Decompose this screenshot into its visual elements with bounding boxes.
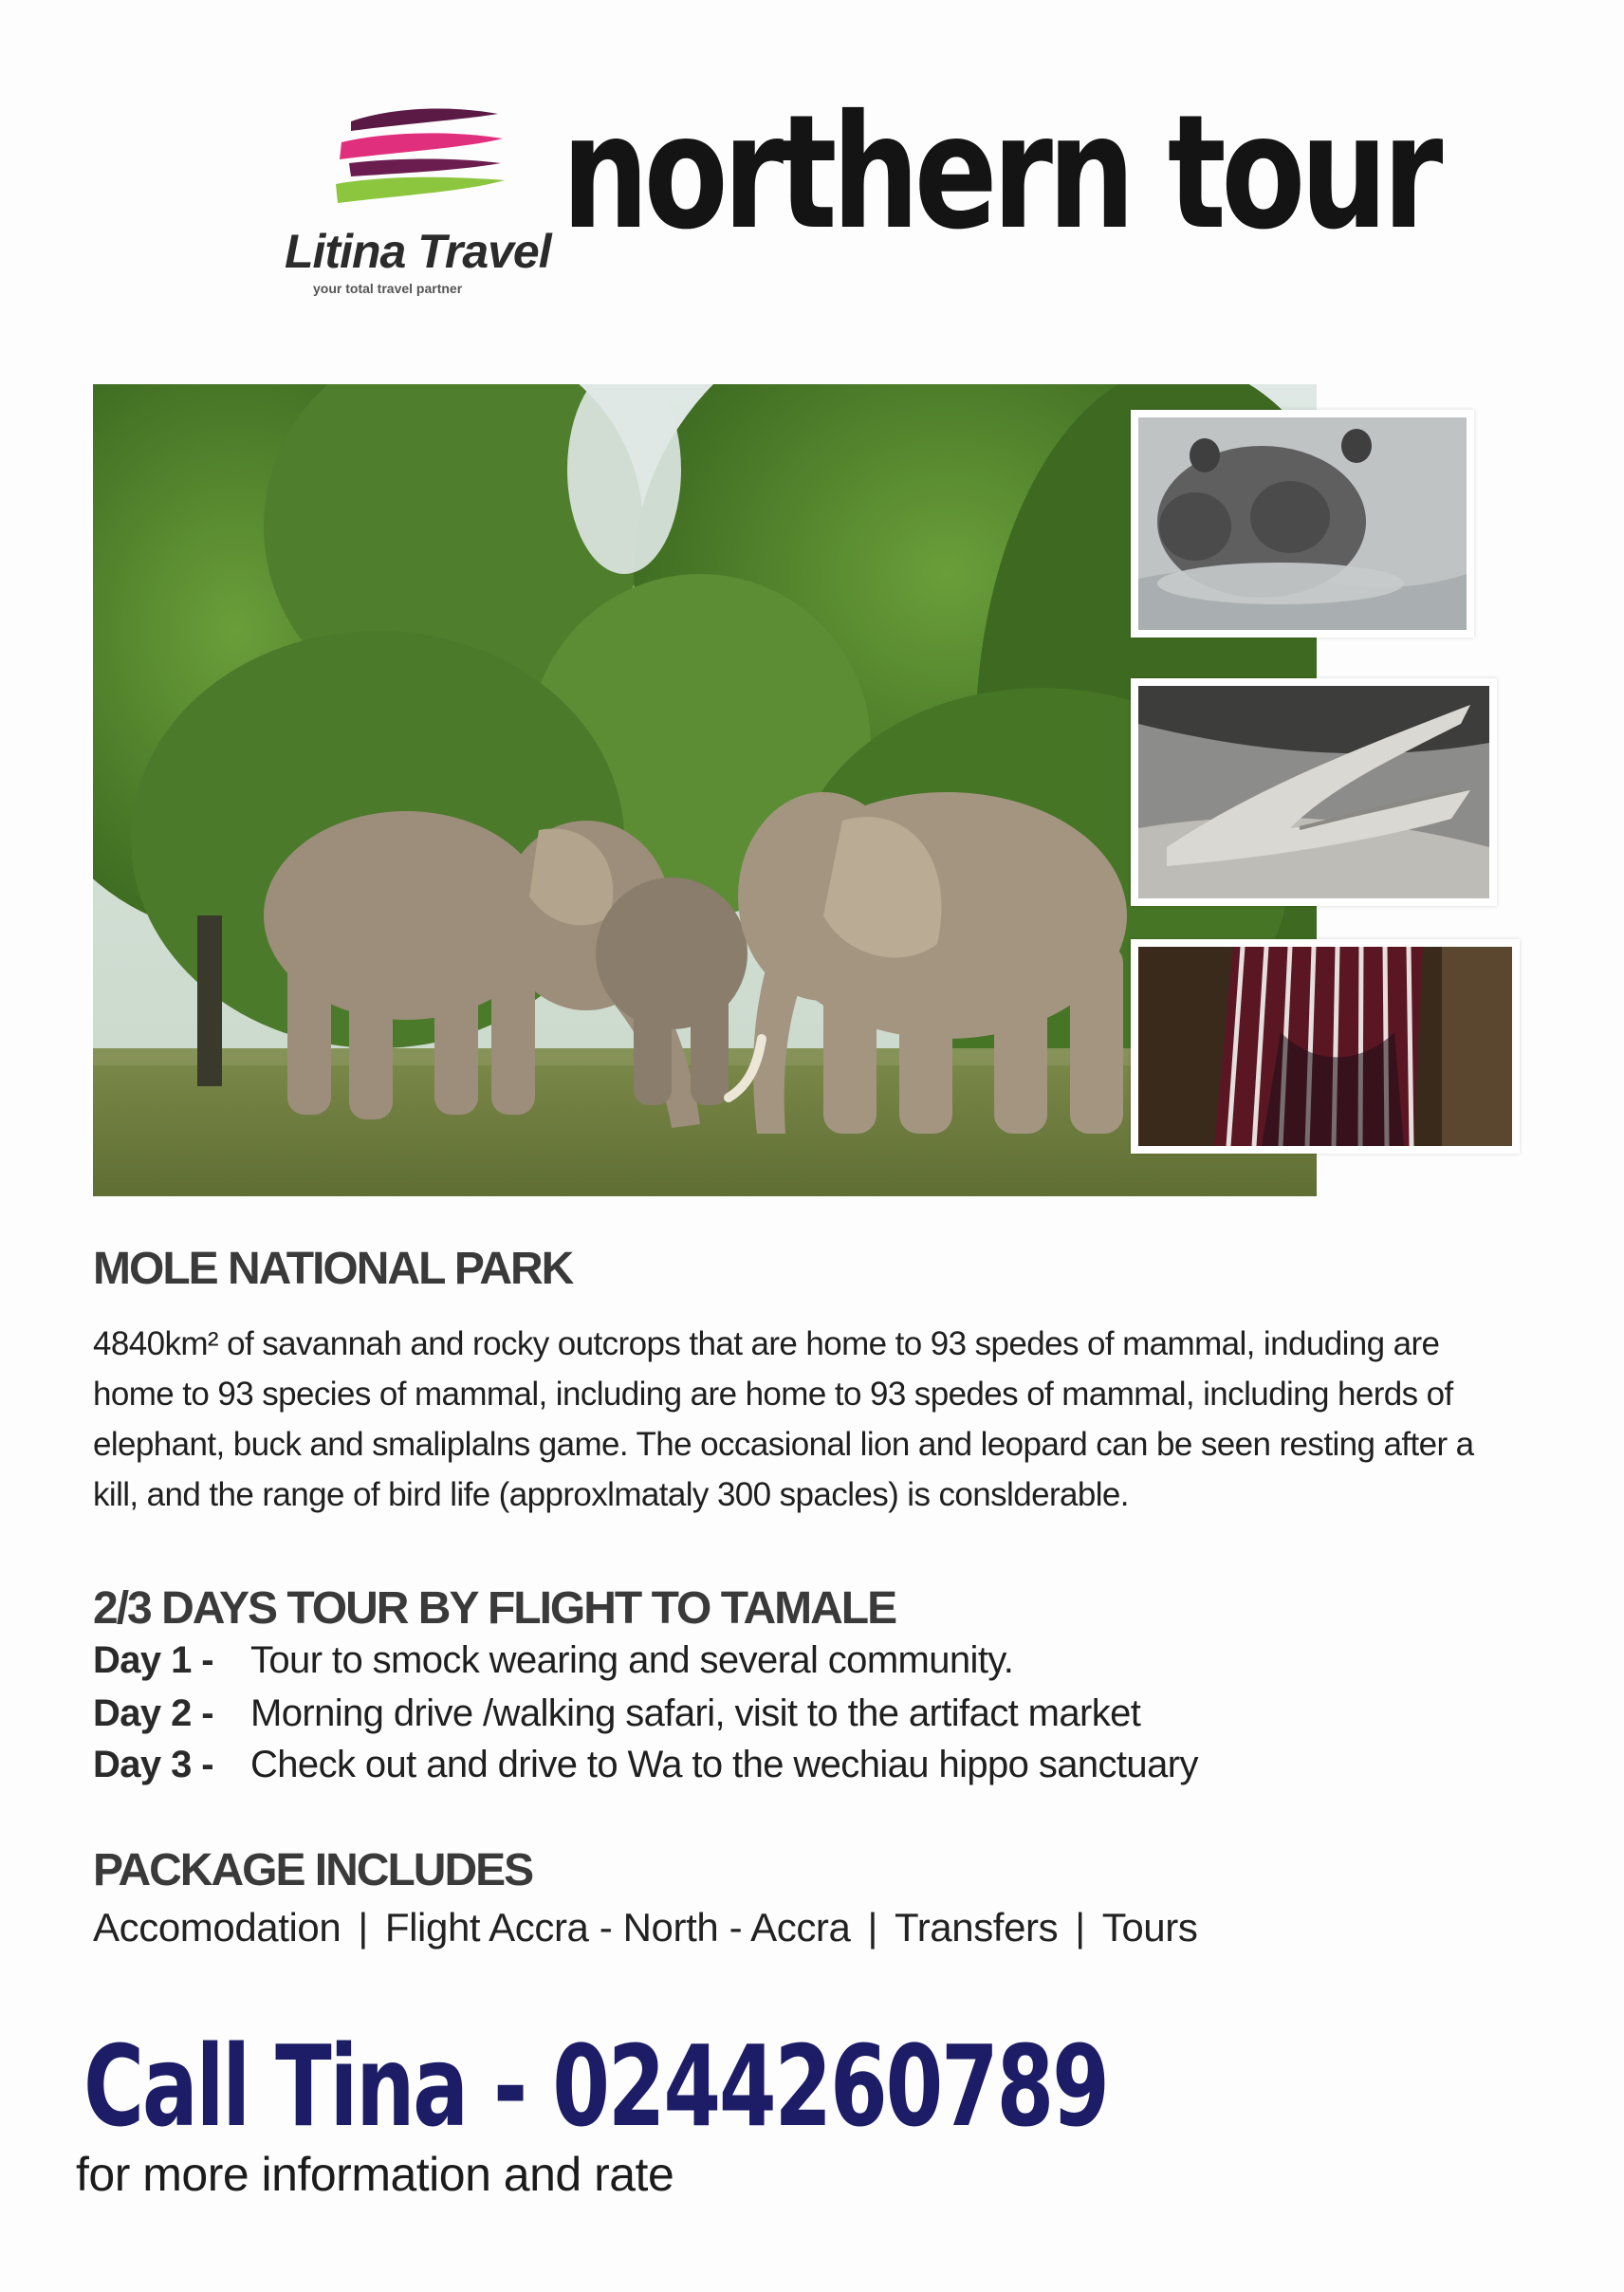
day-label: Day 1 - — [93, 1639, 213, 1681]
package-item: Flight Accra - North - Accra — [384, 1905, 851, 1950]
day-item — [93, 1639, 1516, 1682]
day-text: Morning drive /walking safari, visit to the artifact market — [250, 1692, 1141, 1734]
day-label: Day 2 - — [93, 1692, 213, 1734]
day-text: Tour to smock wearing and several community. — [250, 1639, 1014, 1681]
crocodile-photo — [1131, 678, 1497, 906]
package-item: Tours — [1101, 1905, 1198, 1950]
park-heading: MOLE NATIONAL PARK — [93, 1244, 573, 1294]
day-item — [93, 1692, 1516, 1735]
brand-name: Litina Travel — [285, 225, 551, 278]
park-description: 4840km² of savannah and rocky outcrops that are home to 93 spedes of mammal, induding are home to 93 species of mammal, including are home to 93 spedes of mammal, including herds of elephant, buck and smaliplalns game. The occasional lion and leopard can be seen resting after a kill, and the range of bird life (approxlmataly 300 spacles) is conslderable. — [93, 1325, 1474, 1513]
brand-tagline: your total travel partner — [313, 281, 463, 296]
package-separator: | — [867, 1905, 877, 1950]
package-separator: | — [1075, 1905, 1085, 1950]
package-items — [93, 1905, 1197, 1950]
smock-photo — [1131, 939, 1520, 1154]
smock-illustration — [1138, 947, 1512, 1146]
package-item: Transfers — [895, 1905, 1059, 1950]
crocodile-illustration — [1138, 686, 1489, 898]
call-to-action-subline: for more information and rate — [76, 2148, 674, 2201]
package-item: Accomodation — [93, 1905, 341, 1950]
hippo-photo — [1131, 410, 1474, 638]
day-text: Check out and drive to Wa to the wechiau hippo sanctuary — [250, 1744, 1198, 1785]
call-to-action[interactable]: Call Tina - 0244260789 — [83, 2021, 1108, 2152]
page-title: northern tour — [562, 82, 1438, 265]
day-label: Day 3 - — [93, 1744, 213, 1785]
brand-stripes-icon — [323, 104, 512, 209]
package-separator: | — [358, 1905, 368, 1950]
tour-heading: 2/3 DAYS TOUR BY FLIGHT TO TAMALE — [93, 1583, 896, 1634]
hippo-illustration — [1138, 417, 1467, 630]
brand-logo — [285, 104, 551, 304]
package-heading: PACKAGE INCLUDES — [93, 1845, 533, 1895]
day-item — [93, 1744, 1516, 1786]
